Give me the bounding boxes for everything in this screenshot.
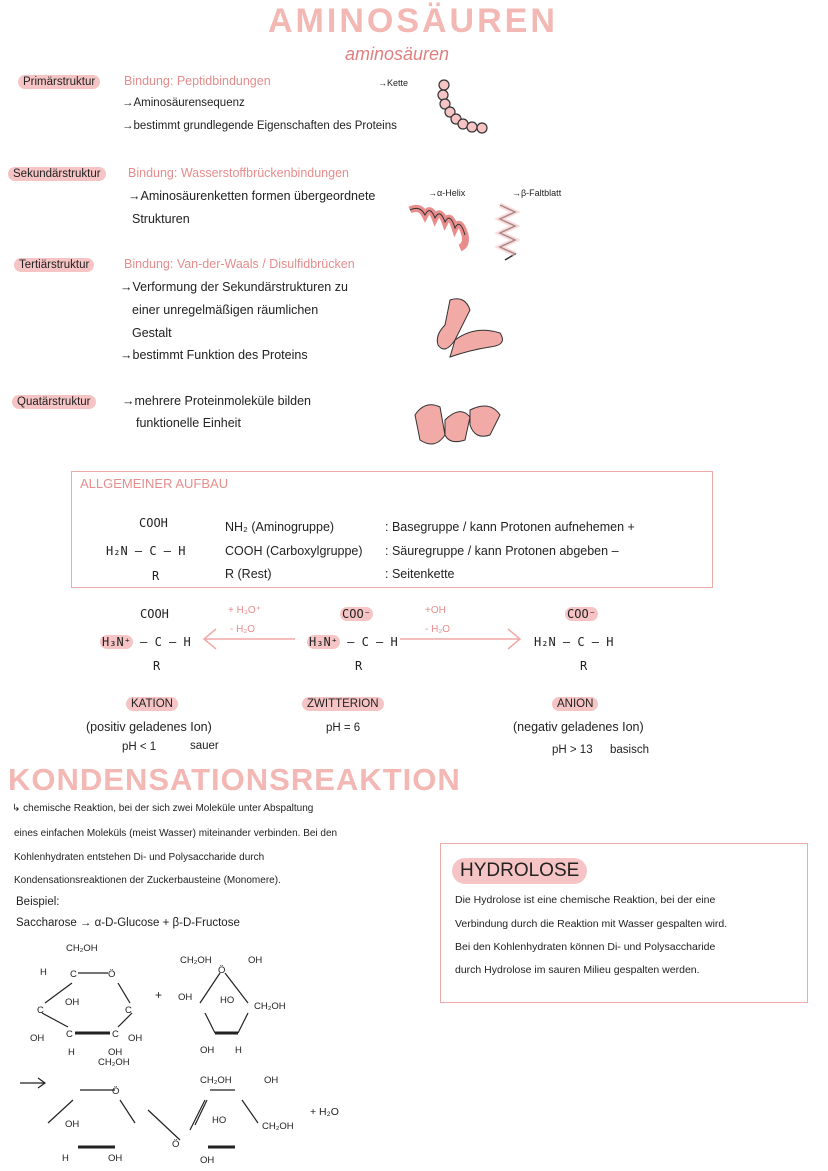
quataerstruktur-label: Quatärstruktur	[12, 395, 96, 409]
quaternary-illustration	[405, 395, 515, 455]
primaer-line: →bestimmt grundlegende Eigenschaften des Proteins	[122, 120, 397, 132]
kation-top: COOH	[140, 607, 169, 621]
tertiaer-line: Gestalt	[132, 326, 172, 340]
saccharose-reaction	[20, 935, 340, 1165]
zwitterion-top: COO⁻	[342, 607, 371, 621]
atom-c: C	[37, 1005, 44, 1016]
helix-label: →α-Helix	[428, 188, 466, 198]
atom-h: H	[40, 967, 47, 978]
atom-c: C	[125, 1005, 132, 1016]
primaerstruktur-label: Primärstruktur	[18, 75, 100, 89]
atom-h: H	[62, 1153, 69, 1164]
quataer-line: funktionelle Einheit	[136, 416, 241, 430]
hydrolose-line: Bei den Kohlenhydraten können Di- und Polysaccharide	[455, 941, 716, 953]
atom-ch2oh: CH₂OH	[98, 1057, 130, 1068]
plus-sign: +	[155, 988, 163, 1002]
atom-o: Ö	[108, 969, 116, 980]
arrow-left-top: + H₃O⁺	[228, 605, 261, 616]
sekundaer-line: →Aminosäurenketten formen übergeordnete	[128, 189, 376, 203]
group-desc: : Basegruppe / kann Protonen aufnehemen +	[385, 520, 635, 534]
zwitterion-ph: pH = 6	[326, 722, 361, 734]
tertiaer-line: →Verformung der Sekundärstrukturen zu	[120, 280, 348, 294]
primaer-bond: Bindung: Peptidbindungen	[124, 74, 271, 88]
atom-oh: OH	[65, 1119, 80, 1130]
beispiel-label: Beispiel:	[16, 896, 60, 908]
atom-c: C	[112, 1029, 119, 1040]
anion-top: COO⁻	[567, 607, 596, 621]
kondensation-line: Kohlenhydraten entstehen Di- und Polysaccharide durch	[14, 852, 265, 863]
arrow-right-top: +OH	[425, 605, 446, 616]
group-name: R (Rest)	[225, 567, 272, 581]
zwitterion-nh3: H₃N⁺	[309, 635, 338, 649]
atom-c: C	[66, 1029, 73, 1040]
hydrolose-line: durch Hydrolose im sauren Milieu gespalten werden.	[455, 964, 700, 976]
hydrolose-line: Verbindung durch die Reaktion mit Wasser gespalten wird.	[455, 918, 728, 930]
kation-mid: – C – H	[132, 635, 191, 649]
atom-oh: OH	[178, 992, 193, 1003]
anion-mid: – C – H	[555, 635, 614, 649]
kation-desc: (positiv geladenes Ion)	[86, 720, 212, 734]
kondensation-title: KONDENSATIONSREAKTION	[8, 762, 461, 797]
anion-note: basisch	[610, 744, 649, 756]
group-name: COOH (Carboxylgruppe)	[225, 544, 363, 558]
sekundaer-line: Strukturen	[132, 212, 190, 226]
atom-oh: OH	[200, 1045, 215, 1056]
tertiaer-line: einer unregelmäßigen räumlichen	[132, 303, 319, 317]
atom-h: H	[235, 1045, 242, 1056]
atom-ch2oh: CH₂OH	[66, 943, 98, 954]
primaer-line: →Aminosäurensequenz	[122, 97, 245, 109]
atom-oh: OH	[108, 1047, 123, 1058]
anion-ph: pH > 13	[552, 744, 593, 756]
tertiaer-bond: Bindung: Van-der-Waals / Disulfidbrücken	[124, 257, 355, 271]
kation-label: KATION	[126, 697, 178, 711]
zwitterion-label: ZWITTERION	[302, 697, 384, 711]
kette-label: →Kette	[378, 78, 409, 88]
hydrolose-line: Die Hydrolose ist eine chemische Reaktion, bei der eine	[455, 894, 716, 906]
atom-oh: OH	[248, 955, 263, 966]
formula-bottom: R	[152, 569, 160, 583]
water-product: + H₂O	[310, 1106, 339, 1118]
kation-ph: pH < 1	[122, 741, 157, 753]
page-title: AMINOSÄUREN	[268, 2, 558, 40]
kondensation-line: Kondensationsreaktionen der Zuckerbausteine (Monomere).	[14, 875, 281, 886]
atom-c: C	[70, 969, 77, 980]
atom-ch2oh: CH₂OH	[200, 1075, 232, 1086]
atom-oh: OH	[200, 1155, 215, 1165]
sekundaer-bond: Bindung: Wasserstoffbrückenbindungen	[128, 166, 349, 180]
atom-h: H	[68, 1047, 75, 1058]
arrow-left-bottom: - H₂O	[230, 624, 255, 635]
atom-ho: HO	[220, 995, 235, 1006]
atom-oh: OH	[128, 1033, 143, 1044]
atom-oh: OH	[65, 997, 80, 1008]
quataer-line: →mehrere Proteinmoleküle bilden	[122, 394, 311, 408]
zwitterion-mid: – C – H	[339, 635, 398, 649]
anion-bottom: R	[580, 659, 588, 673]
faltblatt-label: →β-Faltblatt	[512, 188, 562, 198]
tertiaerstruktur-label: Tertiärstruktur	[14, 258, 94, 272]
group-name: NH₂ (Aminogruppe)	[225, 520, 335, 534]
group-desc: : Seitenkette	[385, 567, 455, 581]
anion-nh2: H₂N	[534, 635, 556, 649]
kation-bottom: R	[153, 659, 161, 673]
anion-label: ANION	[552, 697, 598, 711]
atom-ch2oh: CH₂OH	[262, 1121, 294, 1132]
helix-sheet-illustration	[405, 200, 535, 265]
kondensation-line: eines einfachen Moleküls (meist Wasser) miteinander verbinden. Bei den	[14, 828, 338, 839]
atom-oh: OH	[264, 1075, 279, 1086]
atom-oh: OH	[30, 1033, 45, 1044]
atom-o: Ö	[218, 965, 226, 976]
arrow-right-bottom: - H₂O	[425, 624, 450, 635]
kation-nh3: H₃N⁺	[102, 635, 131, 649]
atom-ch2oh: CH₂OH	[180, 955, 212, 966]
page-title-script: aminosäuren	[345, 44, 450, 64]
hydrolose-title: HYDROLOSE	[452, 858, 587, 884]
atom-ch2oh: CH₂OH	[254, 1001, 286, 1012]
atom-o: Ö	[112, 1086, 120, 1097]
kation-note: sauer	[190, 740, 219, 752]
anion-desc: (negativ geladenes Ion)	[513, 720, 644, 734]
atom-oh: OH	[108, 1153, 123, 1164]
zwitterion-bottom: R	[355, 659, 363, 673]
tertiary-illustration	[430, 295, 510, 365]
sekundaerstruktur-label: Sekundärstruktur	[8, 167, 106, 181]
atom-ho: HO	[212, 1115, 227, 1126]
beispiel-equation: Saccharose → α-D-Glucose + β-D-Fructose	[16, 917, 240, 929]
atom-o: Ö	[172, 1139, 180, 1150]
kondensation-line: ↳ chemische Reaktion, bei der sich zwei Moleküle unter Abspaltung	[12, 803, 314, 814]
group-desc: : Säuregruppe / kann Protonen abgeben –	[385, 544, 619, 558]
chain-illustration	[430, 75, 500, 140]
formula-top: COOH	[139, 516, 168, 530]
formula-mid: H₂N – C – H	[106, 544, 186, 558]
aufbau-heading: ALLGEMEINER AUFBAU	[80, 476, 229, 491]
tertiaer-line: →bestimmt Funktion des Proteins	[120, 348, 308, 362]
